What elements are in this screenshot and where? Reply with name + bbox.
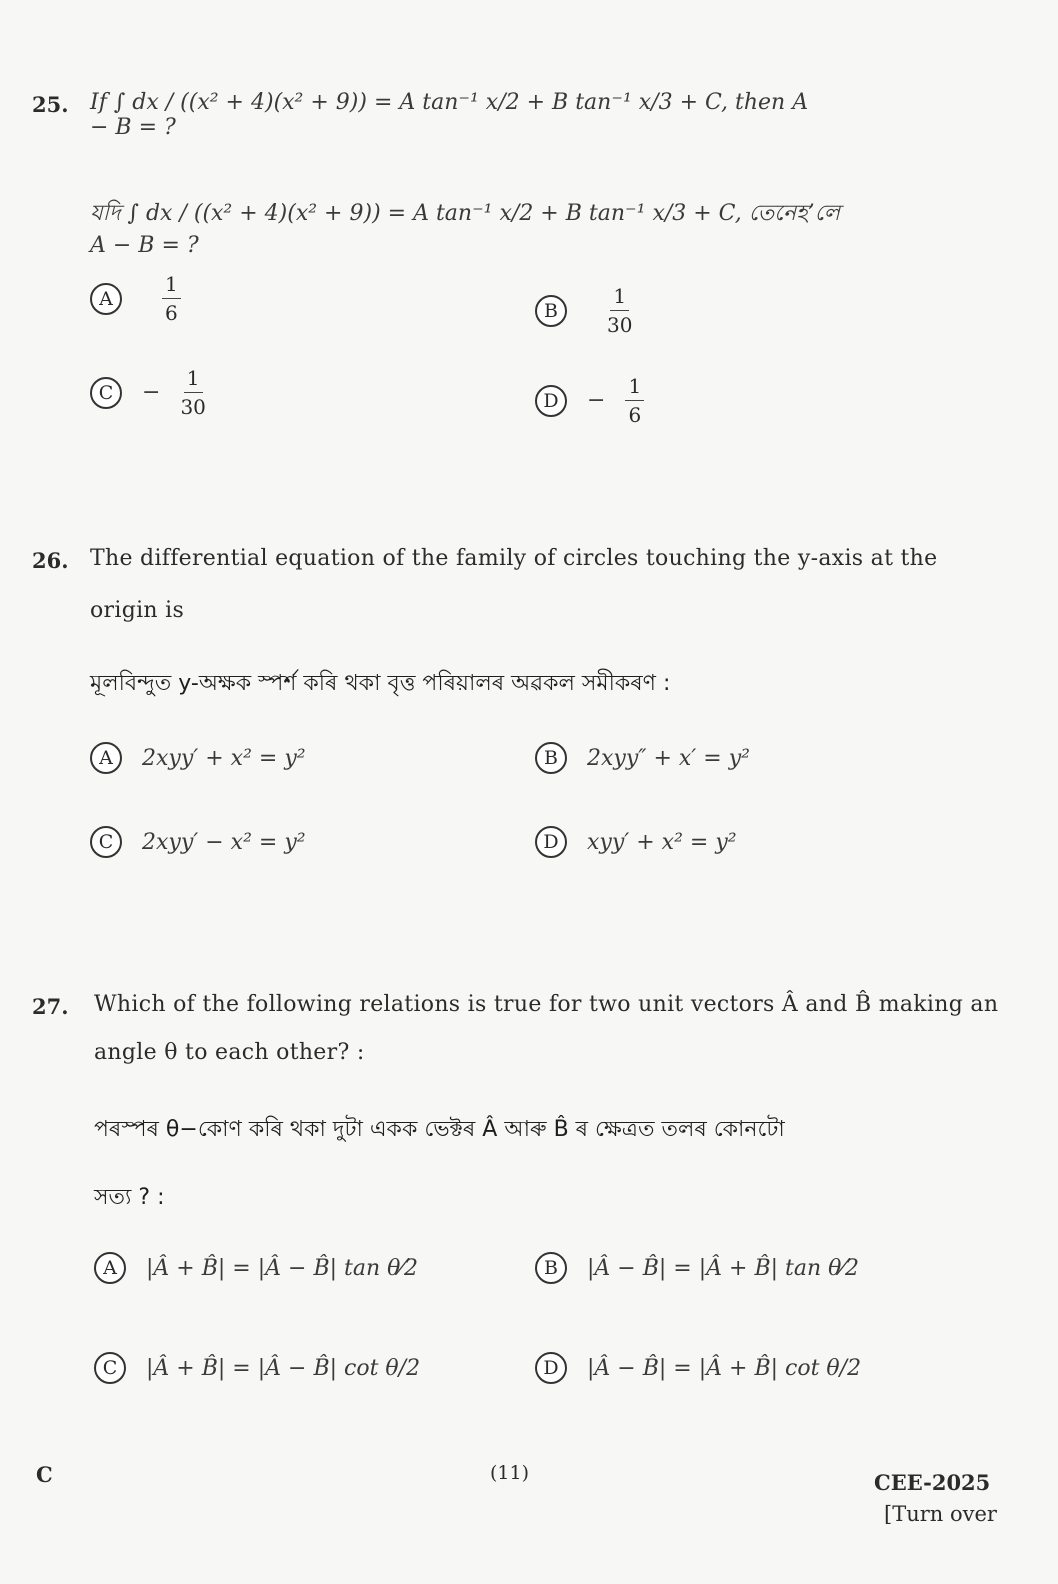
option-text: 2xyy″ + x′ = y² [587,745,750,771]
exam-code: CEE-2025 [874,1470,991,1495]
option-label-circle: B [535,742,567,774]
fraction-denominator: 30 [180,395,206,419]
option-text: |Â − B̂| = |Â + B̂| tan θ⁄2 [587,1255,860,1281]
option-text: 2xyy′ − x² = y² [142,829,306,855]
fraction-numerator: 1 [625,374,644,401]
booklet-series: C [36,1462,53,1487]
fraction-numerator: 1 [184,366,203,393]
option-fraction [607,284,632,337]
option-text: 2xyy′ + x² = y² [142,745,306,771]
option-c[interactable] [90,366,206,419]
option-label-circle: B [535,295,567,327]
option-a[interactable] [90,272,181,325]
question-number: 25. [32,92,69,117]
option-fraction [162,272,181,325]
option-text: |Â + B̂| = |Â − B̂| tan θ⁄2 [146,1255,419,1281]
option-b[interactable] [535,1252,859,1284]
option-label-circle: B [535,1252,567,1284]
option-label-circle: C [90,377,122,409]
option-label-circle: C [90,826,122,858]
option-c[interactable] [90,826,306,858]
option-text: |Â + B̂| = |Â − B̂| cot θ/2 [146,1355,421,1381]
option-label-circle: A [90,283,122,315]
question-text-english-line1: Which of the following relations is true for two unit vectors Â and B̂ making an [94,992,999,1017]
turn-over-note: [Turn over [884,1502,997,1526]
option-d[interactable] [535,826,737,858]
question-text-assamese: মূলবিন্দুত y-অক্ষক স্পর্শ কৰি থকা বৃত্ত পৰিয়ালৰ অৱকল সমীকৰণ : [90,671,671,696]
option-label-circle: A [94,1252,126,1284]
question-text-english-line2: origin is [90,598,185,623]
question-text-english: If ∫ dx / ((x² + 4)(x² + 9)) = A tan⁻¹ x/2 + B tan⁻¹ x/3 + C, then A − B = ? [90,90,809,140]
question-text-english-line1: The differential equation of the family of circles touching the y-axis at the [90,546,938,571]
option-a[interactable] [90,742,306,774]
question-text-english-line2: angle θ to each other? : [94,1040,365,1065]
question-text-assamese-line1: পৰস্পৰ θ−কোণ কৰি থকা দুটা একক ভেক্টৰ Â আৰু B̂ ৰ ক্ষেত্ৰত তলৰ কোনটো [94,1117,785,1142]
option-b[interactable] [535,284,632,337]
option-fraction [180,366,205,419]
option-label-circle: C [94,1352,126,1384]
fraction-denominator: 30 [607,313,633,337]
fraction-numerator: 1 [610,284,629,311]
fraction-denominator: 6 [165,301,178,325]
option-fraction [625,374,644,427]
option-label-circle: D [535,1352,567,1384]
fraction-denominator: 6 [628,403,642,427]
option-a[interactable] [94,1252,418,1284]
option-sign: − [587,388,606,413]
question-number: 26. [32,548,69,573]
option-d[interactable] [535,374,644,427]
question-text-assamese: যদি ∫ dx / ((x² + 4)(x² + 9)) = A tan⁻¹ x/2 + B tan⁻¹ x/3 + C, তেনেহ’লে A − B = ? [90,201,840,258]
option-label-circle: D [535,826,567,858]
option-label-circle: A [90,742,122,774]
fraction-numerator: 1 [162,272,181,299]
option-text: |Â − B̂| = |Â + B̂| cot θ/2 [587,1355,862,1381]
option-d[interactable] [535,1352,861,1384]
option-label-circle: D [535,385,567,417]
option-b[interactable] [535,742,750,774]
option-c[interactable] [94,1352,420,1384]
question-number: 27. [32,994,69,1019]
question-text-assamese-line2: সত্য ? : [94,1185,165,1210]
option-text: xyy′ + x² = y² [587,829,737,855]
option-sign: − [142,380,161,405]
page-number: (11) [490,1462,530,1484]
